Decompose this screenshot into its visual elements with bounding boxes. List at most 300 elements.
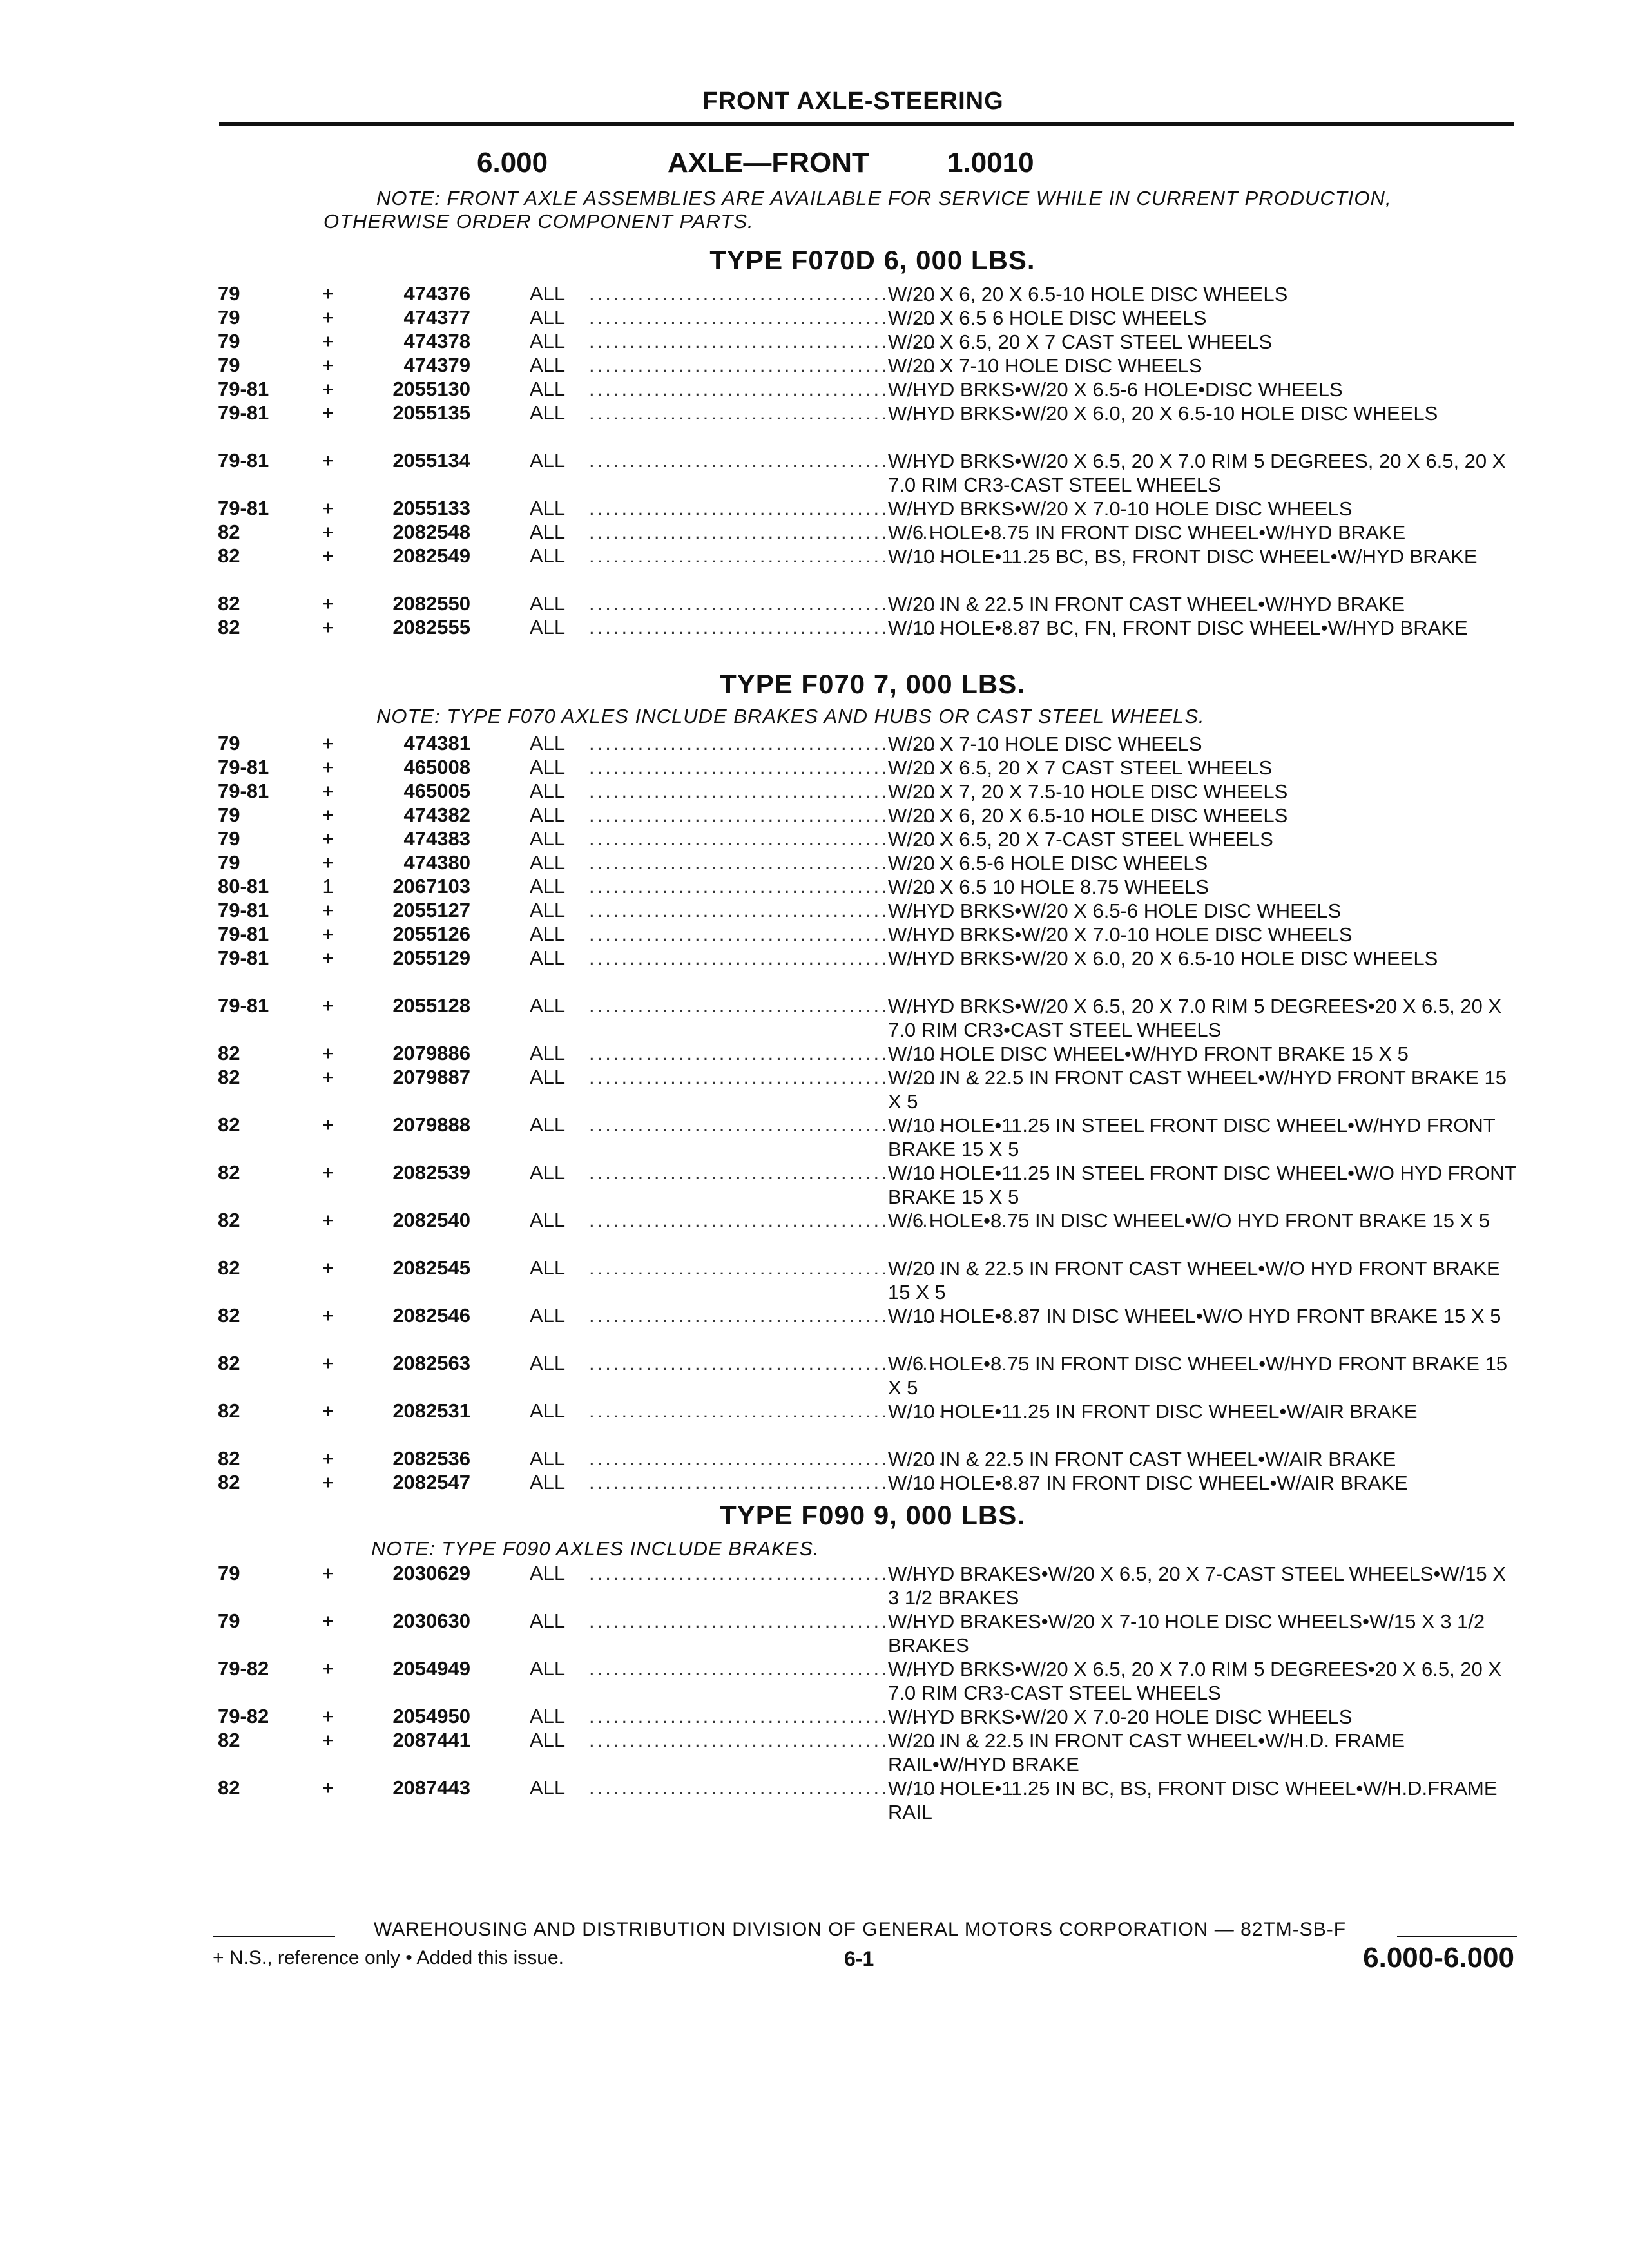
model-cell: ALL [530,1209,566,1231]
part-number-cell: 465008 [403,756,470,778]
model-cell: ALL [530,401,566,424]
part-number-cell: 2082563 [392,1352,470,1374]
description-cell: W/6 HOLE•8.75 IN FRONT DISC WHEEL•W/HYD FRONT BRAKE 15 X 5 [888,1352,1508,1399]
footer-division: WAREHOUSING AND DISTRIBUTION DIVISION OF GENERAL MOTORS CORPORATION — 82TM-SB-F [374,1919,1347,1940]
general-note-line1: NOTE: FRONT AXLE ASSEMBLIES ARE AVAILABLE FOR SERVICE WHILE IN CURRENT PRODUCTION, [376,187,1392,209]
year-cell: 79 [218,1562,240,1584]
leader-dots: ............................................ [589,1304,947,1327]
leader-dots: ............................................ [589,1657,947,1680]
description-cell: W/20 X 7-10 HOLE DISC WHEELS [888,354,1202,377]
description-cell: W/HYD BRKS•W/20 X 6.0, 20 X 6.5-10 HOLE DISC WHEELS [888,947,1438,970]
model-cell: ALL [530,1729,566,1751]
year-cell: 82 [218,1729,240,1751]
year-cell: 79 [218,354,240,376]
qty-cell: + [322,947,334,969]
description-cell: W/HYD BRKS•W/20 X 7.0-20 HOLE DISC WHEELS [888,1706,1353,1728]
description-cell: W/10 HOLE•11.25 IN FRONT DISC WHEEL•W/AIR BRAKE [888,1400,1418,1423]
part-number-cell: 2054950 [392,1705,470,1727]
qty-cell: + [322,1256,334,1279]
model-cell: ALL [530,1256,566,1279]
year-cell: 82 [218,544,240,567]
leader-dots: ............................................ [589,1256,947,1279]
leader-dots: ............................................ [589,378,947,400]
model-cell: ALL [530,1042,566,1064]
year-cell: 82 [218,1042,240,1064]
page-number: 6-1 [844,1947,874,1970]
model-cell: ALL [530,1113,566,1136]
qty-cell: + [322,803,334,826]
part-number-cell: 2054949 [392,1657,470,1680]
description-cell: W/HYD BRKS•W/20 X 6.0, 20 X 6.5-10 HOLE DISC WHEELS [888,402,1438,425]
table-row [0,616,1629,664]
description-cell: W/20 X 6.5-6 HOLE DISC WHEELS [888,852,1208,874]
part-number-cell: 2082531 [392,1399,470,1422]
model-cell: ALL [530,851,566,874]
year-cell: 79-81 [218,401,269,424]
leader-dots: ............................................ [589,1562,947,1584]
table-row [0,780,1629,803]
leader-dots: ............................................ [589,994,947,1017]
part-number-cell: 474381 [403,732,470,754]
part-number-cell: 2082550 [392,592,470,615]
leader-dots: ............................................ [589,1209,947,1231]
description-cell: W/HYD BRKS•W/20 X 7.0-10 HOLE DISC WHEELS [888,497,1353,520]
description-cell: W/10 HOLE•8.87 BC, FN, FRONT DISC WHEEL•W/HYD BRAKE [888,617,1468,639]
part-number-cell: 2082540 [392,1209,470,1231]
leader-dots: ............................................ [589,1042,947,1064]
description-cell: W/20 X 6, 20 X 6.5-10 HOLE DISC WHEELS [888,804,1288,827]
table-row [0,1776,1629,1824]
model-cell: ALL [530,780,566,802]
table-row [0,899,1629,923]
model-cell: ALL [530,827,566,850]
part-number-cell: 2055135 [392,401,470,424]
qty-cell: + [322,827,334,850]
model-cell: ALL [530,1352,566,1374]
year-cell: 79-81 [218,780,269,802]
model-cell: ALL [530,330,566,352]
model-cell: ALL [530,306,566,329]
part-number-cell: 2055126 [392,923,470,945]
section-note: NOTE: TYPE F070 AXLES INCLUDE BRAKES AND HUBS OR CAST STEEL WHEELS. [376,705,1205,727]
section-title: TYPE F090 9, 000 LBS. [720,1500,1025,1530]
model-cell: ALL [530,1562,566,1584]
table-row [0,1562,1629,1610]
year-cell: 79-81 [218,756,269,778]
model-cell: ALL [530,923,566,945]
model-cell: ALL [530,1304,566,1327]
leader-dots: ............................................ [589,544,947,567]
leader-dots: ............................................ [589,827,947,850]
leader-dots: ............................................ [589,616,947,639]
description-cell: W/HYD BRKS•W/20 X 7.0-10 HOLE DISC WHEELS [888,923,1353,946]
year-cell: 82 [218,1304,240,1327]
table-row [0,851,1629,875]
table-row [0,1657,1629,1705]
table-row [0,354,1629,378]
qty-cell: + [322,1657,334,1680]
part-number-cell: 474377 [403,306,470,329]
section-title: TYPE F070 7, 000 LBS. [720,669,1025,699]
year-cell: 82 [218,1399,240,1422]
part-number-cell: 2067103 [392,875,470,898]
description-cell: W/20 X 6.5 10 HOLE 8.75 WHEELS [888,876,1209,898]
part-number-cell: 2030630 [392,1610,470,1632]
table-row [0,1209,1629,1256]
table-row [0,1729,1629,1776]
qty-cell: + [322,354,334,376]
model-cell: ALL [530,875,566,898]
description-cell: W/HYD BRKS•W/20 X 6.5-6 HOLE DISC WHEELS [888,899,1342,922]
leader-dots: ............................................ [589,1399,947,1422]
table-row [0,875,1629,899]
qty-cell: + [322,1705,334,1727]
year-cell: 79 [218,803,240,826]
description-cell: W/20 X 7, 20 X 7.5-10 HOLE DISC WHEELS [888,780,1288,803]
year-cell: 79-81 [218,899,269,921]
table-row [0,1304,1629,1352]
part-number-cell: 2082536 [392,1447,470,1470]
description-cell: W/20 IN & 22.5 IN FRONT CAST WHEEL•W/HYD FRONT BRAKE 15 X 5 [888,1066,1507,1113]
description-cell: W/20 X 6.5, 20 X 7-CAST STEEL WHEELS [888,828,1273,850]
description-cell: W/20 IN & 22.5 IN FRONT CAST WHEEL•W/O HYD FRONT BRAKE 15 X 5 [888,1257,1500,1303]
year-cell: 82 [218,1776,240,1799]
year-cell: 82 [218,616,240,639]
leader-dots: ............................................ [589,1113,947,1136]
model-cell: ALL [530,1705,566,1727]
part-number-cell: 474379 [403,354,470,376]
leader-dots: ............................................ [589,592,947,615]
table-row [0,521,1629,544]
qty-cell: + [322,1209,334,1231]
qty-cell: + [322,851,334,874]
leader-dots: ............................................ [589,851,947,874]
year-cell: 79 [218,306,240,329]
description-cell: W/20 X 6.5 6 HOLE DISC WHEELS [888,307,1207,329]
footer-legend: + N.S., reference only • Added this issue. [213,1947,564,1968]
leader-dots: ............................................ [589,875,947,898]
description-cell: W/HYD BRKS•W/20 X 6.5, 20 X 7.0 RIM 5 DEGREES•20 X 6.5, 20 X 7.0 RIM CR3-CAST STEEL WHEELS [888,1658,1502,1704]
qty-cell: + [322,780,334,802]
table-row [0,1471,1629,1495]
model-cell: ALL [530,1447,566,1470]
footer-rule [1397,1936,1517,1937]
table-row [0,1042,1629,1066]
description-cell: W/HYD BRAKES•W/20 X 7-10 HOLE DISC WHEELS•W/15 X 3 1/2 BRAKES [888,1610,1485,1657]
year-cell: 82 [218,1447,240,1470]
year-cell: 79 [218,851,240,874]
header-rule [219,122,1514,126]
table-row [0,1399,1629,1447]
year-cell: 79 [218,282,240,305]
page-title: FRONT AXLE-STEERING [702,88,1004,115]
qty-cell: + [322,521,334,543]
qty-cell: + [322,1066,334,1088]
leader-dots: ............................................ [589,497,947,519]
leader-dots: ............................................ [589,282,947,305]
model-cell: ALL [530,756,566,778]
year-cell: 79-81 [218,378,269,400]
part-number-cell: 2055129 [392,947,470,969]
qty-cell: + [322,1447,334,1470]
year-cell: 82 [218,1066,240,1088]
leader-dots: ............................................ [589,330,947,352]
leader-dots: ............................................ [589,923,947,945]
year-cell: 82 [218,1352,240,1374]
model-cell: ALL [530,1066,566,1088]
model-cell: ALL [530,544,566,567]
leader-dots: ............................................ [589,1471,947,1494]
group-number: 6.000 [477,147,548,178]
description-cell: W/HYD BRKS•W/20 X 6.5, 20 X 7.0 RIM 5 DEGREES•20 X 6.5, 20 X 7.0 RIM CR3•CAST STEEL WHEELS [888,995,1502,1041]
part-number-cell: 2087441 [392,1729,470,1751]
description-cell: W/10 HOLE•11.25 BC, BS, FRONT DISC WHEEL•W/HYD BRAKE [888,545,1478,568]
leader-dots: ............................................ [589,947,947,969]
qty-cell: + [322,1161,334,1184]
description-cell: W/20 IN & 22.5 IN FRONT CAST WHEEL•W/H.D. FRAME RAIL•W/HYD BRAKE [888,1729,1405,1776]
leader-dots: ............................................ [589,449,947,472]
part-number-cell: 2055127 [392,899,470,921]
table-row [0,401,1629,449]
year-cell: 82 [218,1113,240,1136]
model-cell: ALL [530,282,566,305]
qty-cell: + [322,1352,334,1374]
model-cell: ALL [530,497,566,519]
model-cell: ALL [530,616,566,639]
leader-dots: ............................................ [589,732,947,754]
year-cell: 79 [218,827,240,850]
year-cell: 79-81 [218,994,269,1017]
qty-cell: + [322,732,334,754]
model-cell: ALL [530,1657,566,1680]
description-cell: W/10 HOLE•8.87 IN FRONT DISC WHEEL•W/AIR BRAKE [888,1472,1408,1494]
table-row [0,378,1629,401]
part-number-cell: 2082547 [392,1471,470,1494]
qty-cell: + [322,378,334,400]
part-number-cell: 2079887 [392,1066,470,1088]
leader-dots: ............................................ [589,1705,947,1727]
part-number-cell: 474380 [403,851,470,874]
qty-cell: + [322,923,334,945]
description-cell: W/HYD BRKS•W/20 X 6.5-6 HOLE•DISC WHEELS [888,378,1343,401]
table-row [0,994,1629,1042]
model-cell: ALL [530,378,566,400]
qty-cell: + [322,756,334,778]
part-number-cell: 465005 [403,780,470,802]
model-cell: ALL [530,1610,566,1632]
parts-table [0,1562,1629,1824]
table-row [0,1066,1629,1113]
year-cell: 79-81 [218,923,269,945]
leader-dots: ............................................ [589,1610,947,1632]
part-number-cell: 474378 [403,330,470,352]
part-number-cell: 2082539 [392,1161,470,1184]
leader-dots: ............................................ [589,1066,947,1088]
model-cell: ALL [530,994,566,1017]
description-cell: W/20 X 6, 20 X 6.5-10 HOLE DISC WHEELS [888,283,1288,305]
qty-cell: + [322,1399,334,1422]
leader-dots: ............................................ [589,899,947,921]
qty-cell: + [322,1610,334,1632]
table-row [0,1161,1629,1209]
qty-cell: 1 [322,875,334,898]
description-cell: W/10 HOLE•11.25 IN STEEL FRONT DISC WHEEL•W/O HYD FRONT BRAKE 15 X 5 [888,1162,1516,1208]
general-note-line2: OTHERWISE ORDER COMPONENT PARTS. [323,210,754,233]
description-cell: W/HYD BRKS•W/20 X 6.5, 20 X 7.0 RIM 5 DEGREES, 20 X 6.5, 20 X 7.0 RIM CR3-CAST STEEL WHEELS [888,450,1506,496]
footer-rule [213,1936,335,1937]
qty-cell: + [322,401,334,424]
model-cell: ALL [530,521,566,543]
leader-dots: ............................................ [589,1161,947,1184]
part-number-cell: 2087443 [392,1776,470,1799]
model-cell: ALL [530,947,566,969]
leader-dots: ............................................ [589,1729,947,1751]
description-cell: W/10 HOLE DISC WHEEL•W/HYD FRONT BRAKE 15 X 5 [888,1043,1409,1065]
description-cell: W/20 X 6.5, 20 X 7 CAST STEEL WHEELS [888,756,1273,779]
year-cell: 82 [218,1256,240,1279]
qty-cell: + [322,282,334,305]
table-row [0,1352,1629,1399]
leader-dots: ............................................ [589,1447,947,1470]
table-row [0,1610,1629,1657]
description-cell: W/20 IN & 22.5 IN FRONT CAST WHEEL•W/HYD BRAKE [888,593,1405,615]
year-cell: 79-81 [218,497,269,519]
description-cell: W/20 X 6.5, 20 X 7 CAST STEEL WHEELS [888,331,1273,353]
qty-cell: + [322,1042,334,1064]
model-cell: ALL [530,1161,566,1184]
leader-dots: ............................................ [589,354,947,376]
part-number-cell: 474383 [403,827,470,850]
table-row [0,330,1629,354]
table-row [0,1113,1629,1161]
group-range: 6.000-6.000 [1363,1942,1514,1974]
table-row [0,1256,1629,1304]
leader-dots: ............................................ [589,306,947,329]
leader-dots: ............................................ [589,521,947,543]
qty-cell: + [322,1304,334,1327]
leader-dots: ............................................ [589,780,947,802]
table-row [0,449,1629,497]
qty-cell: + [322,1729,334,1751]
qty-cell: + [322,1471,334,1494]
table-row [0,947,1629,994]
qty-cell: + [322,592,334,615]
model-cell: ALL [530,1776,566,1799]
parts-table [0,732,1629,1495]
section-title: TYPE F070D 6, 000 LBS. [709,245,1036,275]
table-row [0,497,1629,521]
year-cell: 79-82 [218,1657,269,1680]
year-cell: 79 [218,330,240,352]
part-number-cell: 2079886 [392,1042,470,1064]
description-cell: W/10 HOLE•11.25 IN STEEL FRONT DISC WHEEL•W/HYD FRONT BRAKE 15 X 5 [888,1114,1496,1160]
year-cell: 82 [218,1471,240,1494]
description-cell: W/20 IN & 22.5 IN FRONT CAST WHEEL•W/AIR BRAKE [888,1448,1396,1470]
qty-cell: + [322,994,334,1017]
section-note: NOTE: TYPE F090 AXLES INCLUDE BRAKES. [371,1537,820,1560]
part-number-cell: 2079888 [392,1113,470,1136]
qty-cell: + [322,1113,334,1136]
qty-cell: + [322,449,334,472]
model-cell: ALL [530,1399,566,1422]
table-row [0,1705,1629,1729]
leader-dots: ............................................ [589,803,947,826]
part-number-cell: 2082555 [392,616,470,639]
table-row [0,923,1629,947]
group-title: AXLE—FRONT [668,147,869,178]
model-cell: ALL [530,732,566,754]
table-row [0,282,1629,306]
description-cell: W/6 HOLE•8.75 IN FRONT DISC WHEEL•W/HYD BRAKE [888,521,1406,544]
qty-cell: + [322,899,334,921]
model-cell: ALL [530,1471,566,1494]
leader-dots: ............................................ [589,1776,947,1799]
table-row [0,756,1629,780]
part-number-cell: 2055133 [392,497,470,519]
table-row [0,732,1629,756]
year-cell: 82 [218,592,240,615]
table-row [0,803,1629,827]
leader-dots: ............................................ [589,401,947,424]
description-cell: W/10 HOLE•11.25 IN BC, BS, FRONT DISC WHEEL•W/H.D.FRAME RAIL [888,1777,1498,1823]
table-row [0,306,1629,330]
model-cell: ALL [530,803,566,826]
description-cell: W/6 HOLE•8.75 IN DISC WHEEL•W/O HYD FRONT BRAKE 15 X 5 [888,1209,1490,1232]
qty-cell: + [322,1776,334,1799]
model-cell: ALL [530,449,566,472]
model-cell: ALL [530,354,566,376]
qty-cell: + [322,497,334,519]
part-number-cell: 474382 [403,803,470,826]
description-cell: W/20 X 7-10 HOLE DISC WHEELS [888,733,1202,755]
qty-cell: + [322,1562,334,1584]
qty-cell: + [322,616,334,639]
part-number-cell: 2055130 [392,378,470,400]
model-cell: ALL [530,592,566,615]
table-row [0,1447,1629,1471]
parts-table [0,282,1629,664]
qty-cell: + [322,330,334,352]
year-cell: 82 [218,521,240,543]
leader-dots: ............................................ [589,1352,947,1374]
year-cell: 79 [218,732,240,754]
leader-dots: ............................................ [589,756,947,778]
year-cell: 79-82 [218,1705,269,1727]
year-cell: 80-81 [218,875,269,898]
table-row [0,544,1629,592]
part-number-cell: 474376 [403,282,470,305]
description-cell: W/10 HOLE•8.87 IN DISC WHEEL•W/O HYD FRONT BRAKE 15 X 5 [888,1305,1501,1327]
part-number-cell: 2082548 [392,521,470,543]
year-cell: 79-81 [218,947,269,969]
part-number-cell: 2055134 [392,449,470,472]
qty-cell: + [322,544,334,567]
year-cell: 79-81 [218,449,269,472]
table-row [0,827,1629,851]
table-row [0,592,1629,616]
part-number-cell: 2082546 [392,1304,470,1327]
group-code: 1.0010 [947,147,1034,178]
part-number-cell: 2030629 [392,1562,470,1584]
part-number-cell: 2055128 [392,994,470,1017]
part-number-cell: 2082549 [392,544,470,567]
qty-cell: + [322,306,334,329]
part-number-cell: 2082545 [392,1256,470,1279]
year-cell: 82 [218,1161,240,1184]
description-cell: W/HYD BRAKES•W/20 X 6.5, 20 X 7-CAST STEEL WHEELS•W/15 X 3 1/2 BRAKES [888,1562,1506,1609]
year-cell: 82 [218,1209,240,1231]
year-cell: 79 [218,1610,240,1632]
